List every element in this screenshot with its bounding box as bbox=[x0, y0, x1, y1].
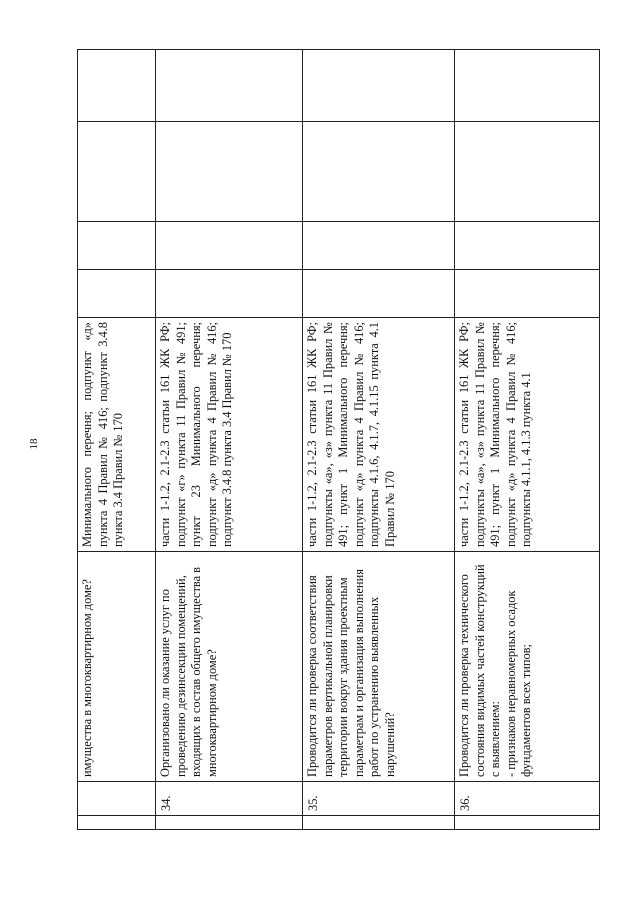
reference-cell: части 1-1.2, 2.1-2.3 статьи 161 ЖК РФ; подпункты «а», «з» пункта 11 Правил № 491; пункт 1 Минимального перечня; подпункт «д» пункта 4 Правил № 416; подпункты 4.1.6, 4.1.7, 4.1.15 пункта 4.1 Правил № 170 bbox=[303, 318, 455, 552]
table-row bbox=[303, 50, 455, 830]
empty-cell bbox=[156, 816, 303, 830]
answer-no-cell bbox=[156, 222, 303, 270]
row-number bbox=[78, 782, 156, 816]
row-number: 34. bbox=[156, 782, 303, 816]
note-cell bbox=[78, 50, 156, 122]
reference-cell: части 1-1.2, 2.1-2.3 статьи 161 ЖК РФ; подпункт «г» пункта 11 Правил № 491; пункт 23 Минимального перечня; подпункт «д» пункта 4 Правил № 416; подпункт 3.4.8 пункта 3.4 Правил № 170 bbox=[156, 318, 303, 552]
table-row bbox=[156, 50, 303, 830]
not-applicable-cell bbox=[78, 122, 156, 222]
note-cell bbox=[455, 50, 600, 122]
checklist-table-page bbox=[77, 50, 599, 830]
row-number: 35. bbox=[303, 782, 455, 816]
not-applicable-cell bbox=[303, 122, 455, 222]
not-applicable-cell bbox=[455, 122, 600, 222]
note-cell bbox=[156, 50, 303, 122]
answer-no-cell bbox=[78, 222, 156, 270]
table-row bbox=[455, 50, 600, 830]
table-row bbox=[78, 50, 156, 830]
question-cell: Проводится ли проверка соответствия параметров вертикальной планировки территории вокруг здания проектным параметрам и организация выполнения работ по устранению выявленных нарушений? bbox=[303, 552, 455, 782]
checklist-table bbox=[77, 49, 600, 830]
question-cell: имущества в многоквартирном доме? bbox=[78, 552, 156, 782]
reference-cell: Минимального перечня; подпункт «д» пункта 4 Правил № 416; подпункт 3.4.8 пункта 3.4 Правил № 170 bbox=[78, 318, 156, 552]
answer-yes-cell bbox=[455, 270, 600, 318]
empty-cell bbox=[455, 816, 600, 830]
note-cell bbox=[303, 50, 455, 122]
answer-yes-cell bbox=[78, 270, 156, 318]
row-number: 36. bbox=[455, 782, 600, 816]
empty-cell bbox=[78, 816, 156, 830]
not-applicable-cell bbox=[156, 122, 303, 222]
answer-yes-cell bbox=[303, 270, 455, 318]
reference-cell: части 1-1.2, 2.1-2.3 статьи 161 ЖК РФ; подпункты «а», «з» пункта 11 Правил № 491; пункт 1 Минимального перечня; подпункт «д» пункта 4 Правил № 416; подпункты 4.1.1, 4.1.3 пункта 4.1 bbox=[455, 318, 600, 552]
answer-no-cell bbox=[303, 222, 455, 270]
question-cell: Проводится ли проверка технического состояния видимых частей конструкций с выявлением: - признаков неравномерных осадок фундаментов всех типов; bbox=[455, 552, 600, 782]
answer-no-cell bbox=[455, 222, 600, 270]
answer-yes-cell bbox=[156, 270, 303, 318]
question-cell: Организовано ли оказание услуг по проведению дезинсекции помещений, входящих в состав общего имущества в многоквартирном доме? bbox=[156, 552, 303, 782]
rotated-table-wrapper bbox=[77, 50, 599, 830]
page-number: 18 bbox=[28, 438, 40, 450]
empty-cell bbox=[303, 816, 455, 830]
